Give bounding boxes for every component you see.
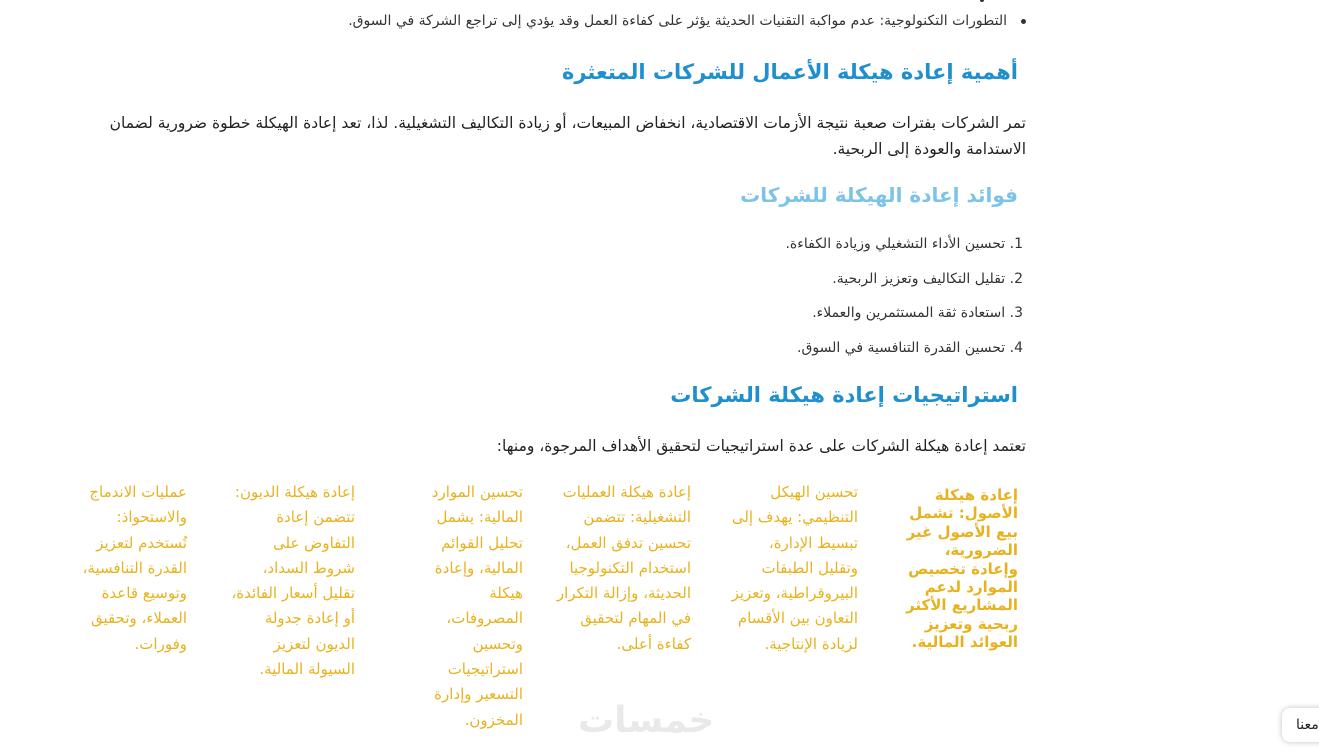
cutoff-bullet-dot — [980, 0, 984, 2]
paragraph-strategies-intro: تعتمد إعادة هيكلة الشركات على عدة استراتيجيات لتحقيق الأهداف المرجوة، ومنها: — [496, 437, 1026, 455]
strategy-organizational-structure: تحسين الهيكل التنظيمي: يهدف إلى تبسيط الإدارة، وتقليل الطبقات البيروقراطية، وتعزيز التعاون بين الأقسام لزيادة الإنتاجية. — [731, 483, 858, 653]
heading-strategies: استراتيجيات إعادة هيكلة الشركات — [670, 383, 1018, 407]
heading-benefits: فوائد إعادة الهيكلة للشركات — [740, 183, 1018, 207]
chat-widget-button[interactable]: معنا — [1282, 708, 1319, 742]
strategy-debt-restructuring: إعادة هيكلة الديون: تتضمن إعادة التفاوض على شروط السداد، تقليل أسعار الفائدة، أو إعادة جدولة الديون لتعزيز السيولة المالية. — [231, 483, 355, 679]
benefit-item-4: 4. تحسين القدرة التنافسية في السوق. — [797, 340, 1023, 356]
khamsat-watermark-logo: خمسات — [578, 700, 715, 741]
intro-bullet-item — [348, 13, 1026, 29]
strategies-columns — [66, 480, 1026, 740]
intro-bullet-text: التطورات التكنولوجية: عدم مواكبة التقنيات الحديثة يؤثر على كفاءة العمل وقد يؤدي إلى تراجع الشركة في السوق. — [348, 13, 1007, 29]
bullet-icon — [1021, 19, 1026, 24]
paragraph-importance: تمر الشركات بفترات صعبة نتيجة الأزمات الاقتصادية، انخفاض المبيعات، أو زيادة التكاليف التشغيلية. لذا، تعد إعادة الهيكلة خطوة ضرورية لضمان الاستدامة والعودة إلى الربحية. — [109, 114, 1026, 158]
benefit-item-1: 1. تحسين الأداء التشغيلي وزيادة الكفاءة. — [785, 236, 1023, 252]
benefit-item-3: 3. استعادة ثقة المستثمرين والعملاء. — [812, 305, 1023, 321]
strategy-financial-resources: تحسين الموارد المالية: يشمل تحليل القوائم المالية، وإعادة هيكلة المصروفات، وتحسين استراتيجيات التسعير وإدارة المخزون. — [431, 483, 523, 729]
heading-importance: أهمية إعادة هيكلة الأعمال للشركات المتعثرة — [561, 60, 1018, 84]
strategy-mergers-acquisitions: عمليات الاندماج والاستحواذ: تُستخدم لتعزيز القدرة التنافسية، وتوسيع قاعدة العملاء، وتحقيق وفورات. — [82, 483, 187, 653]
strategy-asset-restructuring: إعادة هيكلة الأصول: تشمل بيع الأصول غير الضرورية، وإعادة تخصيص الموارد لدعم المشاريع الأكثر ربحية وتعزيز العوائد المالية. — [906, 486, 1018, 652]
strategy-operations-restructuring: إعادة هيكلة العمليات التشغيلية: تتضمن تحسين تدفق العمل، استخدام التكنولوجيا الحديثة، وإزالة التكرار في المهام لتحقيق كفاءة أعلى. — [556, 483, 691, 653]
benefit-item-2: 2. تقليل التكاليف وتعزيز الربحية. — [832, 271, 1023, 287]
